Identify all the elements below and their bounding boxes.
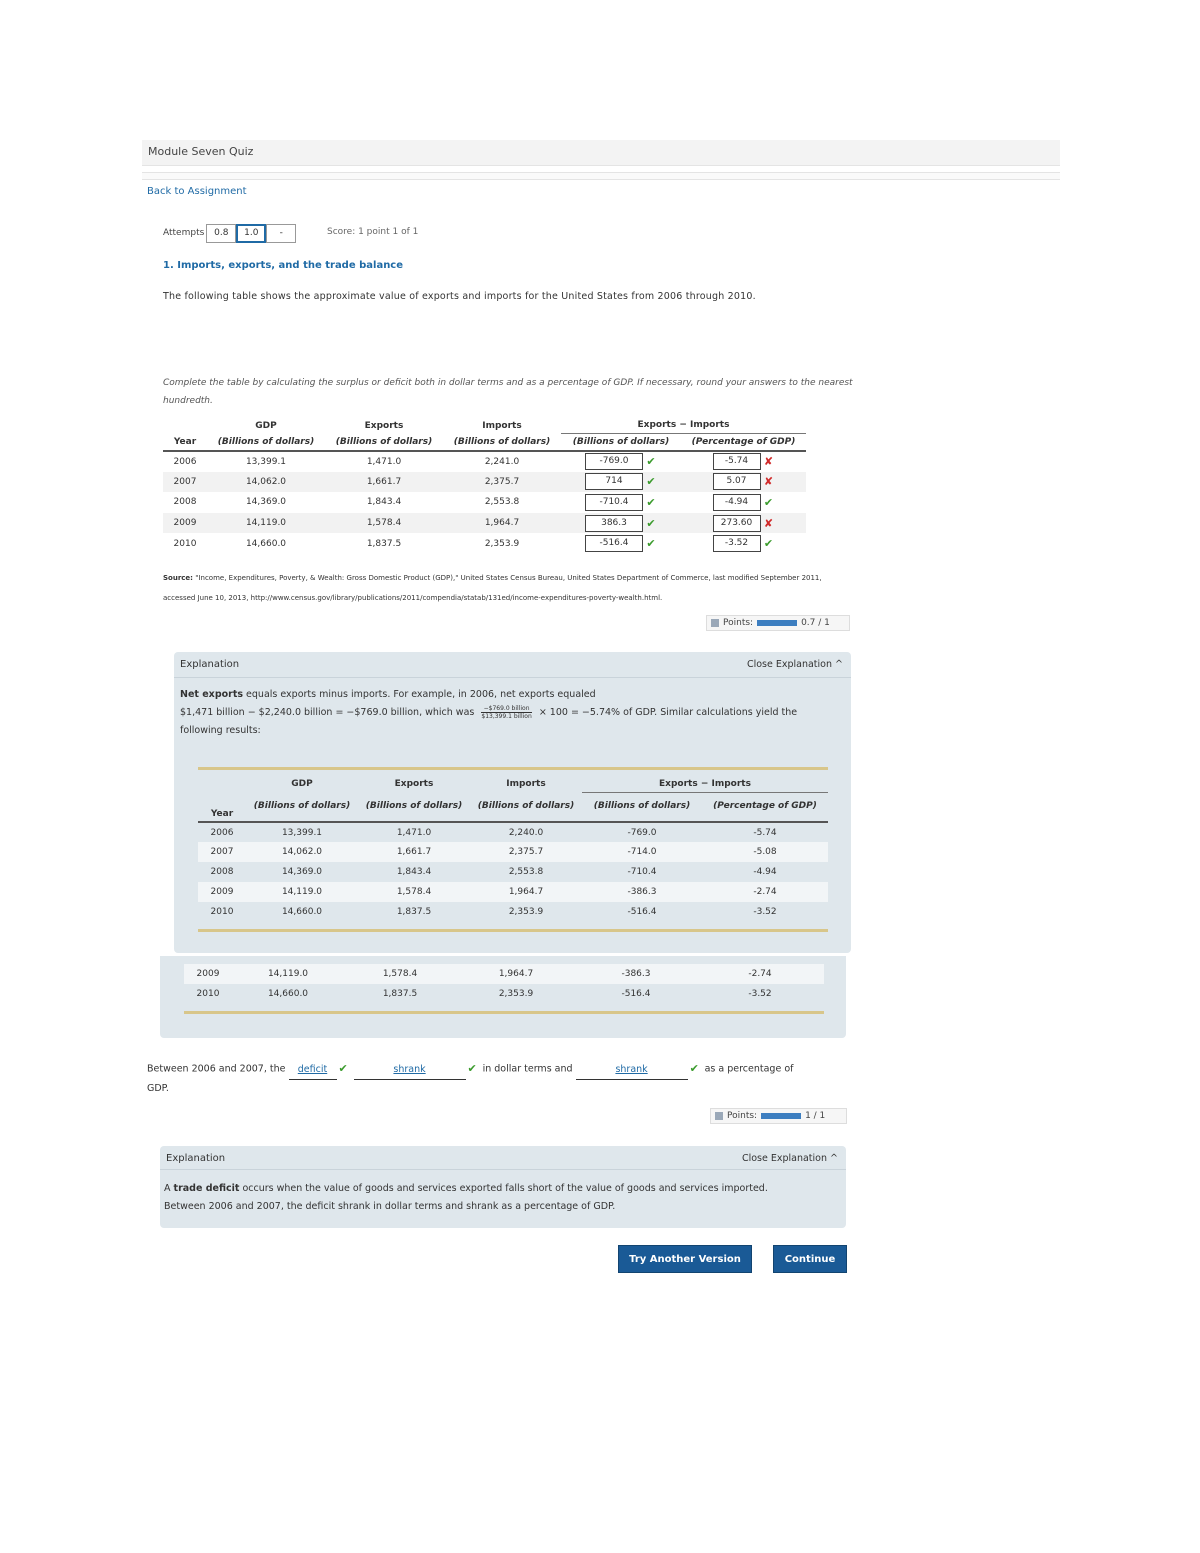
checkmark-icon: ✔ xyxy=(763,495,774,509)
checkmark-icon: ✔ xyxy=(763,537,774,551)
answer-net-2007[interactable]: 714 xyxy=(585,473,643,490)
question-intro: The following table shows the approximate value of exports and imports for the United States from 2006 through 2010. xyxy=(163,291,756,302)
checkmark-icon: ✔ xyxy=(646,537,656,551)
answer-pct-2008[interactable]: -4.94 xyxy=(713,494,761,511)
col-net-exports: Exports − Imports xyxy=(561,418,806,433)
quiz-header xyxy=(142,140,1060,166)
remnant-table xyxy=(184,964,824,1004)
continue-button[interactable]: Continue xyxy=(773,1245,847,1273)
points-label: Points: xyxy=(723,618,754,628)
points-bar xyxy=(761,1113,801,1119)
table-row: 2010 14,660.0 1,837.5 2,353.9 -516.4 -3.52 xyxy=(196,989,772,999)
table-row: 2007 14,062.0 1,661.7 2,375.7 714 ✔ 5.07 ✘ xyxy=(163,472,806,493)
table-row: 2010 14,660.0 1,837.5 2,353.9 -516.4 -3.52 xyxy=(210,907,777,917)
table-bottom-rule xyxy=(184,1011,824,1014)
checkmark-icon: ✔ xyxy=(646,475,656,489)
explanation-table: GDP Exports Imports Exports − Imports Year (Billions of dollars) (Billions of dollars) (Billions of dollars) (Billions of dollars) (Percentage of GDP) 2006 13,399.1 1,471.0 2,240.0 -769.0 -5.74 2007 14,062.0 1,661.7 2,375.7 -714.0 -5.08 2008 14,369.0 1,843.4 2,553.8 -710.4 -4.94 2009 14,119.0 1,578.4 1,964.7 -386.3 -2.74 2010 14,660.0 1,837.5 2,353.9 -516.4 -3.52 xyxy=(198,776,828,922)
answer-pct-2006[interactable]: -5.74 xyxy=(713,453,761,470)
table-row: 2008 14,369.0 1,843.4 2,553.8 -710.4 ✔ -4.94 ✔ xyxy=(173,495,774,509)
checkmark-icon: ✔ xyxy=(646,516,656,530)
attempts-bar xyxy=(163,223,296,243)
source-note xyxy=(163,568,833,608)
points-value: 1 / 1 xyxy=(805,1111,826,1121)
explanation-panel xyxy=(174,652,851,953)
points-indicator xyxy=(706,615,850,631)
answer-pct-2009[interactable]: 273.60 xyxy=(713,515,761,532)
checkmark-icon: ✔ xyxy=(646,495,656,509)
table-top-rule xyxy=(198,767,828,770)
trade-table xyxy=(163,418,806,554)
table-row: 2008 14,369.0 1,843.4 2,553.8 -710.4 -4.94 xyxy=(210,867,777,877)
source-text: "Income, Expenditures, Poverty, & Wealth: Gross Domestic Product (GDP)," United States Census Bureau, United States Department of Commerce, last modified September 2011, accessed June 10, 2013, http://www.census.gov/library/publications/2011/compendia/statab/131ed/income-expenditures-poverty-wealth.html. xyxy=(163,574,822,602)
points-indicator xyxy=(710,1108,847,1124)
explanation-title: Explanation xyxy=(180,659,240,670)
explanation-header xyxy=(174,652,851,678)
try-another-version-button[interactable]: Try Another Version xyxy=(618,1245,752,1273)
attempts-label: Attempts xyxy=(163,228,205,238)
blank-dropdown-3[interactable]: shrank xyxy=(576,1061,688,1080)
table-bottom-rule xyxy=(198,929,828,932)
close-explanation-button[interactable]: Close Explanation ^ xyxy=(741,1153,838,1164)
checkmark-icon: ✔ xyxy=(689,1062,699,1075)
table-row: 2006 13,399.1 1,471.0 2,240.0 -769.0 -5.74 xyxy=(198,822,828,842)
header-divider xyxy=(142,172,1060,180)
subhead-gdp: (Billions of dollars) xyxy=(217,436,315,447)
table-row: 2009 14,119.0 1,578.4 1,964.7 -386.3 -2.74 xyxy=(184,964,824,984)
question-instruction: Complete the table by calculating the surplus or deficit both in dollar terms and as a percentage of GDP. If necessary, round your answers to the nearest hundredth. xyxy=(163,378,853,406)
flag-icon xyxy=(711,619,719,627)
subhead-net-dollars: (Billions of dollars) xyxy=(572,436,670,447)
explanation-text: Net exports equals exports minus imports. For example, in 2006, net exports equaled $1,471 billion − $2,240.0 billion = −$769.0 billion, which was −$769.0 billion $13,399.1 billion × 100 = −5.74% of GDP. Similar calculations yield the following results: xyxy=(180,689,798,736)
col-exports: Exports xyxy=(364,420,404,431)
checkmark-icon: ✔ xyxy=(338,1062,348,1075)
subhead-net-pct: (Percentage of GDP) xyxy=(691,436,796,447)
close-explanation-button[interactable]: Close Explanation ^ xyxy=(746,659,843,670)
col-year: Year xyxy=(173,436,197,447)
score-text: Score: 1 point 1 of 1 xyxy=(327,227,419,237)
col-gdp: GDP xyxy=(255,420,277,431)
attempt-button-new[interactable]: - xyxy=(266,224,296,243)
checkmark-icon: ✔ xyxy=(467,1062,477,1075)
attempt-button-2[interactable]: 1.0 xyxy=(236,224,266,243)
subhead-imports: (Billions of dollars) xyxy=(453,436,551,447)
fraction: −$769.0 billion $13,399.1 billion xyxy=(481,705,532,720)
explanation-title: Explanation xyxy=(166,1153,226,1164)
checkmark-icon: ✔ xyxy=(646,455,656,469)
points-bar xyxy=(757,620,797,626)
blank-dropdown-2[interactable]: shrank xyxy=(354,1061,466,1080)
flag-icon xyxy=(715,1112,723,1120)
answer-net-2006[interactable]: -769.0 xyxy=(585,453,643,470)
blank-dropdown-1[interactable]: deficit xyxy=(289,1061,337,1080)
back-to-assignment-link[interactable]: Back to Assignment xyxy=(147,186,247,197)
points-label: Points: xyxy=(727,1111,758,1121)
explanation-header xyxy=(160,1146,846,1170)
table-row: 2007 14,062.0 1,661.7 2,375.7 -714.0 -5.08 xyxy=(198,842,828,862)
explanation-text: A trade deficit occurs when the value of goods and services exported falls short of the value of goods and services imported. Between 2006 and 2007, the deficit shrank in dollar terms and shrank as a percentage of GDP. xyxy=(164,1183,768,1212)
source-label: Source: xyxy=(163,574,193,582)
table-row: 2009 14,119.0 1,578.4 1,964.7 -386.3 -2.74 xyxy=(198,882,828,902)
explanation-panel-remnant xyxy=(160,956,846,1038)
cross-icon: ✘ xyxy=(763,516,774,530)
fill-in-sentence: Between 2006 and 2007, the deficit ✔ shrank ✔ in dollar terms and shrank ✔ as a percentage of GDP. xyxy=(147,1062,794,1094)
question-heading: 1. Imports, exports, and the trade balance xyxy=(163,260,404,271)
subhead-exports: (Billions of dollars) xyxy=(335,436,433,447)
explanation-panel xyxy=(160,1146,846,1228)
cross-icon: ✘ xyxy=(763,455,774,469)
answer-net-2008[interactable]: -710.4 xyxy=(585,494,643,511)
quiz-title: Module Seven Quiz xyxy=(148,145,254,158)
attempt-button-1[interactable]: 0.8 xyxy=(206,224,236,243)
table-row: 2009 14,119.0 1,578.4 1,964.7 386.3 ✔ 273.60 ✘ xyxy=(163,513,806,534)
table-row: 2010 14,660.0 1,837.5 2,353.9 -516.4 ✔ -3.52 ✔ xyxy=(173,537,774,551)
answer-net-2009[interactable]: 386.3 xyxy=(585,515,643,532)
points-value: 0.7 / 1 xyxy=(801,618,830,628)
answer-pct-2007[interactable]: 5.07 xyxy=(713,473,761,490)
cross-icon: ✘ xyxy=(763,475,774,489)
col-imports: Imports xyxy=(482,420,522,431)
answer-pct-2010[interactable]: -3.52 xyxy=(713,535,761,552)
answer-net-2010[interactable]: -516.4 xyxy=(585,535,643,552)
table-row: 2006 13,399.1 1,471.0 2,241.0 -769.0 ✔ -5.74 ✘ xyxy=(163,451,806,472)
